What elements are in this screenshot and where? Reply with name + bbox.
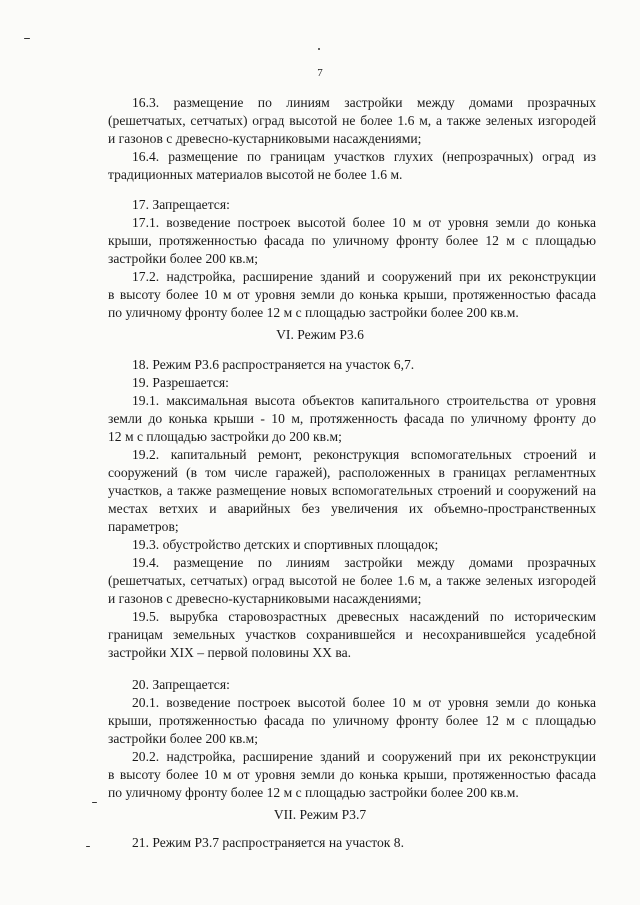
- scan-speck: [92, 802, 97, 803]
- text-line: 19.2. капитальный ремонт, реконструкция вспомогательных строений и: [132, 447, 596, 462]
- text-line: (решетчатых, сетчатых) оград высотой не более 1.6 м, а также зеленых изгородей: [108, 573, 596, 588]
- text-line: 12 м с площадью застройки до 200 кв.м;: [108, 429, 342, 444]
- text-line: границам земельных участков сохранившейся и несохранившейся усадебной: [108, 627, 596, 642]
- text-line: 18. Режим Р3.6 распространяется на участок 6,7.: [132, 357, 415, 372]
- scan-speck: [24, 38, 30, 39]
- text-line: (решетчатых, сетчатых) оград высотой не более 1.6 м, а также зеленых изгородей: [108, 113, 596, 128]
- text-line: 19.4. размещение по линиям застройки между домами прозрачных: [132, 555, 596, 570]
- text-line: 19. Разрешается:: [132, 375, 229, 390]
- text-line: 17. Запрещается:: [132, 197, 230, 212]
- text-line: крыши, протяженностью фасада по уличному фронту более 12 м с площадью: [108, 713, 596, 728]
- text-line: 17.1. возведение построек высотой более 10 м от уровня земли до конька: [132, 215, 596, 230]
- text-line: 17.2. надстройка, расширение зданий и сооружений при их реконструкции: [132, 269, 596, 284]
- text-line: застройки более 200 кв.м;: [108, 731, 259, 746]
- text-line: застройки более 200 кв.м;: [108, 251, 259, 266]
- text-line: земли до конька крыши - 10 м, протяженность фасада по уличному фронту до: [108, 411, 596, 426]
- text-line: по уличному фронту более 12 м с площадью застройки более 200 кв.м.: [108, 305, 519, 320]
- text-line: 16.4. размещение по границам участков глухих (непрозрачных) оград из: [132, 149, 596, 164]
- text-line: 20.1. возведение построек высотой более 10 м от уровня земли до конька: [132, 695, 596, 710]
- text-line: параметров;: [108, 519, 179, 534]
- page-number: 7: [317, 67, 323, 79]
- text-line: традиционных материалов высотой не более 1.6 м.: [108, 167, 403, 182]
- text-line: в высоту более 10 м от уровня земли до конька крыши, протяженностью фасада: [108, 767, 596, 782]
- text-line: 16.3. размещение по линиям застройки между домами прозрачных: [132, 95, 596, 110]
- text-line: крыши, протяженностью фасада по уличному фронту более 12 м с площадью: [108, 233, 596, 248]
- text-line: по уличному фронту более 12 м с площадью застройки более 200 кв.м.: [108, 785, 519, 800]
- text-line: 20. Запрещается:: [132, 677, 230, 692]
- scan-speck: [86, 846, 90, 847]
- section-heading: VII. Режим Р3.7: [273, 807, 367, 822]
- text-line: и газонов с древесно-кустарниковыми насаждениями;: [108, 131, 422, 146]
- text-line: местах ветхих и аварийных без увеличения их объемно-пространственных: [108, 501, 596, 516]
- text-line: 19.3. обустройство детских и спортивных площадок;: [132, 537, 439, 552]
- section-heading: VI. Режим Р3.6: [276, 327, 364, 342]
- text-line: сооружений (в том числе гаражей), расположенных в границах регламентных: [108, 465, 596, 480]
- text-line: 19.1. максимальная высота объектов капитального строительства от уровня: [132, 393, 596, 408]
- text-line: 20.2. надстройка, расширение зданий и сооружений при их реконструкции: [132, 749, 596, 764]
- text-line: застройки XIX – первой половины XX ва.: [108, 645, 352, 660]
- scan-speck: [318, 48, 320, 50]
- text-line: 21. Режим Р3.7 распространяется на участок 8.: [132, 835, 404, 850]
- text-line: и газонов с древесно-кустарниковыми насаждениями;: [108, 591, 422, 606]
- text-line: в высоту более 10 м от уровня земли до конька крыши, протяженностью фасада: [108, 287, 596, 302]
- text-line: 19.5. вырубка старовозрастных древесных насаждений по историческим: [132, 609, 596, 624]
- text-line: участков, а также размещение новых вспомогательных строений и сооружений на: [108, 483, 596, 498]
